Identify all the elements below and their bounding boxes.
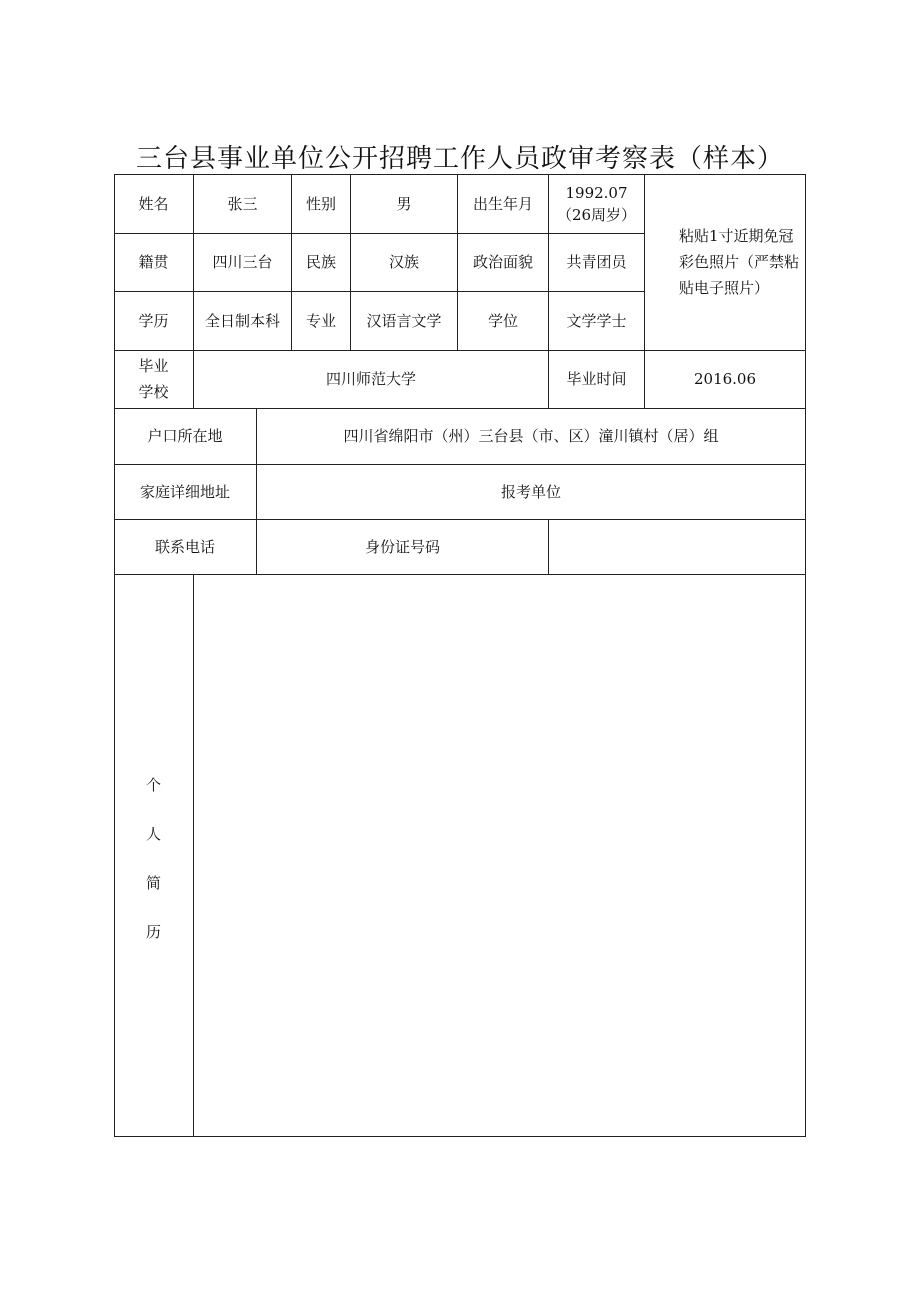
page-title: 三台县事业单位公开招聘工作人员政审考察表（样本） [135,144,784,174]
hukou-value[interactable]: 四川省绵阳市（州）三台县（市、区）潼川镇村（居）组 [343,427,719,445]
school-label-line2: 学校 [138,383,169,401]
native-place-value[interactable]: 四川三台 [212,253,273,271]
resume-label [114,574,193,1136]
resume-content[interactable] [194,574,805,1136]
address-label: 家庭详细地址 [139,482,230,501]
degree-value[interactable]: 文学学士 [566,311,627,330]
resume-label-char: 简 [145,874,161,892]
degree-label: 学位 [487,311,518,330]
name-value[interactable]: 张三 [227,194,258,213]
phone-label: 联系电话 [154,537,215,556]
name-label: 姓名 [138,194,169,213]
gender-value[interactable]: 男 [396,194,412,213]
education-label: 学历 [138,311,169,330]
school-value[interactable]: 四川师范大学 [325,370,416,388]
id-number-label: 身份证号码 [364,537,440,556]
hukou-label: 户口所在地 [147,427,223,445]
birth-label: 出生年月 [472,194,533,213]
id-number-value[interactable] [549,519,805,574]
resume-label-char: 历 [145,923,161,941]
major-label: 专业 [305,311,336,330]
native-place-label: 籍贯 [138,253,169,271]
gender-label: 性别 [305,194,336,213]
school-label [114,350,193,408]
political-label: 政治面貌 [472,253,533,271]
birth-value: 1992.07 [565,183,628,202]
photo-note: 粘贴1寸近期免冠彩色照片（严禁粘贴电子照片） [679,227,800,297]
school-label-line1: 毕业 [138,357,169,375]
resume-label-char: 个 [145,776,161,794]
address-value[interactable]: 报考单位 [500,482,561,501]
birth-value-cell[interactable] [549,174,644,233]
major-value[interactable]: 汉语言文学 [366,311,442,330]
education-value[interactable]: 全日制本科 [204,311,280,330]
review-form-table [114,174,806,1137]
political-value[interactable]: 共青团员 [566,253,627,271]
grad-time-label: 毕业时间 [566,370,627,388]
age-value: （26周岁） [556,205,637,224]
resume-label-char: 人 [145,825,161,843]
ethnic-value[interactable]: 汉族 [388,253,419,271]
grad-time-value[interactable]: 2016.06 [693,370,757,388]
ethnic-label: 民族 [305,253,336,271]
photo-placeholder[interactable] [645,174,805,350]
